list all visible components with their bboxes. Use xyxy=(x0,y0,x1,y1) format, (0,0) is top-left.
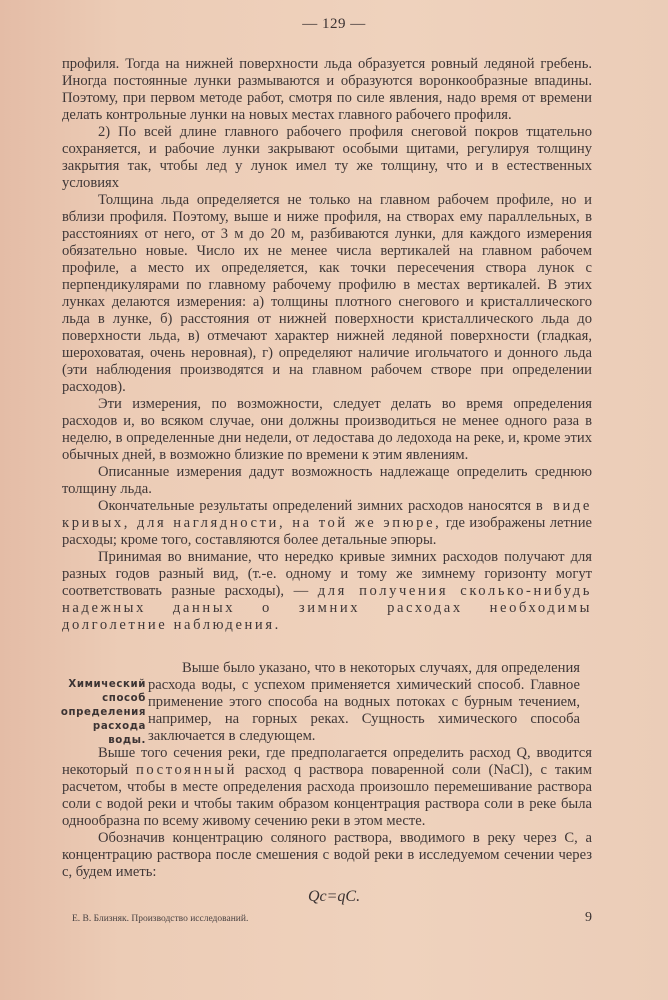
paragraph-ice-thickness: Толщина льда определяется не только на главном рабочем профиле, но и вблизи профиля. Поэтому, выше и ниже профиля, на створах ему параллельных, в расстояниях от него, от 3 м до 20 м, разбиваются лунки, для каждого измерения обязательно новые. Число их не менее числа вертикалей на главном рабочем профиле, а место их определяется, как точки пересечения створа лунок с перпендикулярами по главному рабочему профилю в местах вертикалей. В этих лунках делаются измерения: а) толщины плотного снегового и кристаллического льда в лунке, б) расстояния от нижней поверхности кристаллического льда до поверхности льда, в) отмечают характер нижней ледяной поверхности (гладкая, шероховатая, очень неровная), г) определяют наличие игольчатого и донного льда (эти наблюдения производятся и на главном рабочем створе при определении расходов). xyxy=(62,192,592,395)
side-paragraph-chemical-method xyxy=(148,660,580,745)
paragraph-section xyxy=(62,745,592,830)
paragraph-average-thickness: Описанные измерения дадут возможность надлежаще определить среднюю толщину льда. xyxy=(62,464,592,497)
section-text-spaced: постоянный xyxy=(135,762,238,778)
main-text-bottom xyxy=(62,745,592,881)
curves-text-start: Принимая во внимание, что нередко кривые зимних расходов получают для разных годов разный вид, (т.-е. одному и тому же зимнему горизонту могут соответствовать разные расходы), — xyxy=(62,549,592,599)
paragraph-item-2: 2) По всей длине главного рабочего профиля снеговой покров тщательно сохраняется, и рабочие лунки закрывают особыми щитами, регулируя толщину закрытия так, чтобы лед у лунок имел ту же толщину, что и в естественных условиях xyxy=(62,124,592,191)
paragraph-measurements: Эти измерения, по возможности, следует делать во время определения расходов и, во всяком случае, они должны производиться не менее одного раза в неделю, в определенные дни недели, от ледостава до ледохода на реке, и, кроме этих обычных дней, в возможно близкие по времени к этим явлениям. xyxy=(62,396,592,463)
formula: Qc=qC. xyxy=(307,888,361,905)
main-text-top xyxy=(62,56,592,634)
section-text-start: Выше того сечения реки, где предполагается определить расход Q, вводится некоторый xyxy=(62,745,592,778)
margin-heading-chemical-method: Химический способ определения расхода воды. xyxy=(60,679,146,746)
paragraph-results xyxy=(62,498,592,549)
page-footer xyxy=(72,910,592,925)
results-text-spaced: в виде кривых, для наглядности, на той же эпюре, xyxy=(62,498,592,531)
footer-citation: Е. В. Близняк. Производство исследований. xyxy=(72,914,249,924)
paragraph-continuation: профиля. Тогда на нижней поверхности льда образуется ровный ледяной гребень. Иногда постоянные лунки размываются и образуются воронкообразные впадины. Поэтому, при первом методе работ, смотря по силе явления, надо время от времени делать контрольные лунки на новых местах главного рабочего профиля. xyxy=(62,56,592,123)
chemical-method-intro: Выше было указано, что в некоторых случаях, для определения расхода воды, с успехом применяется химический способ. Главное применение этого способа на водных потоках с бурным течением, например, на горных реках. Сущность химического способа заключается в следующем. xyxy=(148,660,580,744)
results-text-end: где изображены летние расходы; кроме того, составляются более детальные эпюры. xyxy=(62,515,592,548)
signature-mark: 9 xyxy=(585,910,592,925)
section-text-end: расход q раствора поваренной соли (NaCl), с таким расчетом, чтобы в месте определения расхода произошло перемешивание раствора соли с водой реки и чтобы таким образом концентрация раствора соли в реке была однообразна по всему живому сечению реки в этом месте. xyxy=(62,762,592,829)
curves-text-spaced: для получения сколько-нибудь надежных данных о зимних расходах необходимы долголетние наблюдения. xyxy=(62,583,593,633)
paragraph-curves xyxy=(62,549,592,634)
page-number: — 129 — xyxy=(302,16,366,32)
paragraph-notation: Обозначив концентрацию соляного раствора, вводимого в реку через C, а концентрацию раствора после смешения с водой реки в исследуемом сечении через c, будем иметь: xyxy=(62,830,592,880)
results-text-start: Окончательные результаты определений зимних расходов наносятся xyxy=(98,498,536,514)
